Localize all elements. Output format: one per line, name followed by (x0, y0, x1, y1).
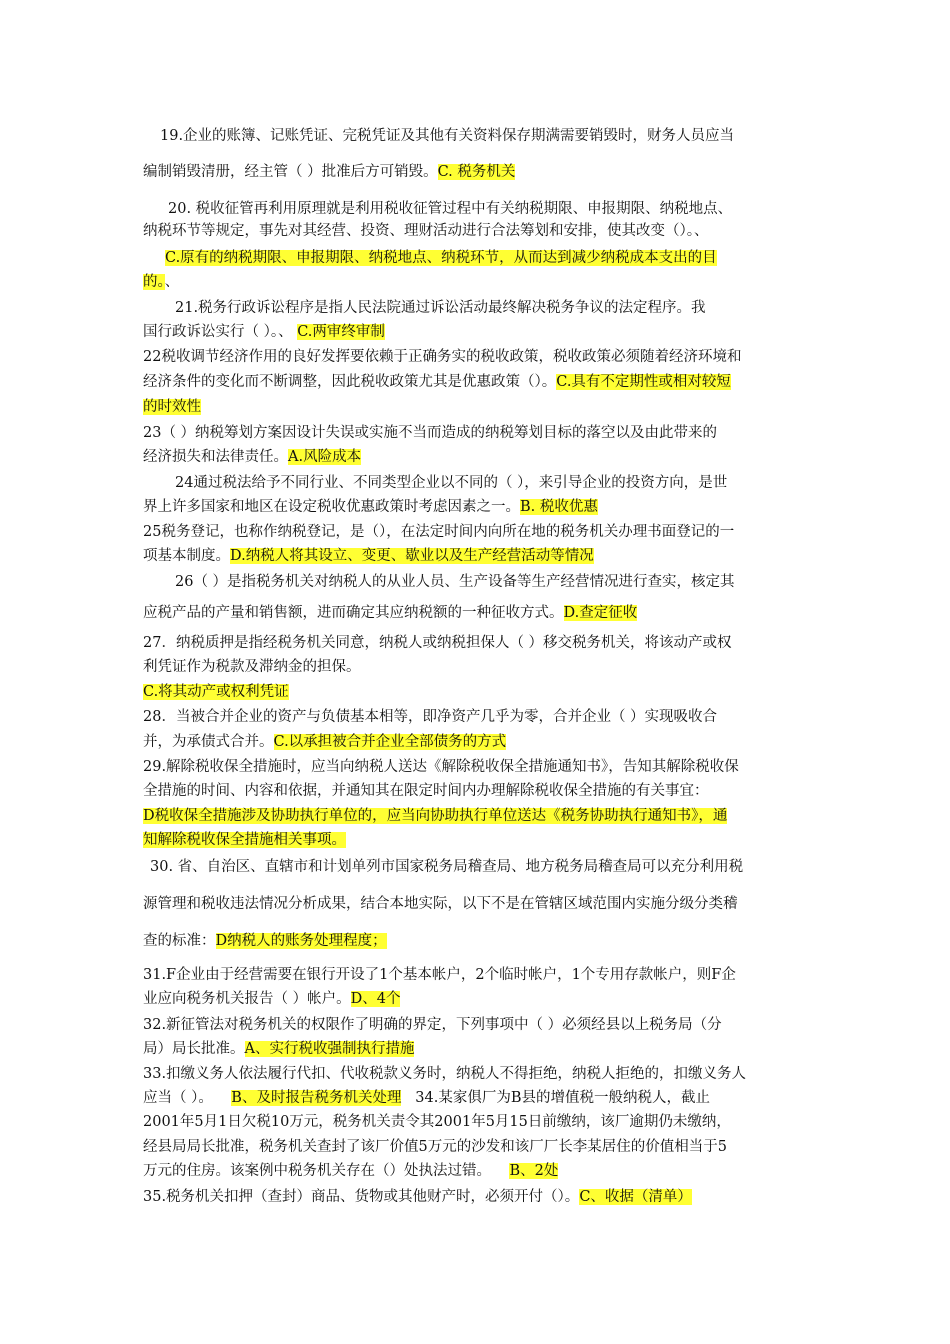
answer-29-line-2: 知解除税收保全措施相关事项。 (143, 832, 346, 848)
answer-26: D.查定征收 (563, 605, 638, 621)
question-28-line-1: 28．当被合并企业的资产与负债基本相等，即净资产几乎为零，合并企业（ ）实现吸收合 (143, 709, 718, 725)
answer-21: C.两审终审制 (297, 324, 385, 340)
answer-30: D纳税人的账务处理程度； (215, 933, 387, 949)
question-35-line-1: 35.税务机关扣押（查封）商品、货物或其他财产时，必须开付（）。C、收据（清单） (143, 1189, 692, 1205)
question-34-line-3: 经县局局长批准，税务机关查封了该厂价值5万元的沙发和该厂厂长李某居住的价值相当于5 (143, 1139, 727, 1155)
question-28-line-2: 并，为承债式合并。C.以承担被合并企业全部债务的方式 (143, 734, 507, 750)
question-33-line-2: 应当（ ）。 B、及时报告税务机关处理 34.某家俱厂为B县的增值税一般纳税人，截止 (143, 1090, 710, 1106)
question-24-line-2: 界上许多国家和地区在设定税收优惠政策时考虑因素之一。B. 税收优惠 (143, 499, 598, 515)
question-19-line-2: 编制销毁清册，经主管（ ）批准后方可销毁。C. 税务机关 (143, 164, 516, 180)
question-21-line-2: 国行政诉讼实行（ ）。、 C.两审终审制 (143, 324, 385, 340)
question-21-line-1: 21.税务行政诉讼程序是指人民法院通过诉讼活动最终解决税务争议的法定程序。我 (175, 300, 706, 316)
question-30-line-1: 30. 省、自治区、直辖市和计划单列市国家税务局稽查局、地方税务局稽查局可以充分利用税 (150, 859, 744, 875)
question-20-line-2: 纳税环节等规定，事先对其经营、投资、理财活动进行合法筹划和安排，使其改变（）。、 (143, 223, 709, 239)
question-20-line-1: 20. 税收征管再利用原理就是利用税收征管过程中有关纳税期限、申报期限、纳税地点、 (168, 201, 733, 217)
question-27-line-2: 利凭证作为税款及滞纳金的担保。 (143, 659, 361, 675)
question-24-line-1: 24通过税法给予不同行业、不同类型企业以不同的（ ），来引导企业的投资方向，是世 (175, 475, 728, 491)
answer-29-line-1: D税收保全措施涉及协助执行单位的，应当向协助执行单位送达《税务协助执行通知书》，通 (143, 808, 728, 824)
question-26-line-1: 26（ ）是指税务机关对纳税人的从业人员、生产设备等生产经营情况进行查实，核定其 (175, 574, 735, 590)
question-34-line-4: 万元的住房。该案例中税务机关存在（）处执法过错。 B、2处 (143, 1163, 559, 1179)
question-22-line-2: 经济条件的变化而不断调整，因此税收政策尤其是优惠政策（）。C.具有不定期性或相对较短 (143, 374, 731, 390)
answer-25: D.纳税人将其设立、变更、歇业以及生产经营活动等情况 (230, 548, 594, 564)
answer-33: B、及时报告税务机关处理 (231, 1090, 402, 1106)
answer-27: C.将其动产或权利凭证 (143, 684, 289, 700)
answer-22-line-2: 的时效性 (143, 399, 201, 415)
answer-31: D、4个 (350, 991, 401, 1007)
question-29-line-1: 29.解除税收保全措施时，应当向纳税人送达《解除税收保全措施通知书》，告知其解除税收保 (143, 759, 739, 775)
question-26-line-2: 应税产品的产量和销售额，进而确定其应纳税额的一种征收方式。D.查定征收 (143, 605, 638, 621)
question-33-line-1: 33.扣缴义务人依法履行代扣、代收税款义务时，纳税人不得拒绝，纳税人拒绝的，扣缴义务人 (143, 1066, 747, 1082)
answer-32: A、实行税收强制执行措施 (244, 1041, 415, 1057)
question-31-line-1: 31.F企业由于经营需要在银行开设了1个基本帐户，2个临时帐户，1个专用存款帐户，则F企 (143, 967, 736, 983)
question-30-line-2: 源管理和税收违法情况分析成果，结合本地实际，以下不是在管辖区域范围内实施分级分类稽 (143, 896, 738, 912)
answer-34: B、2处 (509, 1163, 559, 1179)
answer-35: C、收据（清单） (579, 1189, 692, 1205)
question-32-line-1: 32.新征管法对税务机关的权限作了明确的界定，下列事项中（ ）必须经县以上税务局（分 (143, 1017, 722, 1033)
question-29-line-2: 全措施的时间、内容和依据，并通知其在限定时间内办理解除税收保全措施的有关事宜： (143, 783, 709, 799)
question-23-line-1: 23（ ）纳税筹划方案因设计失误或实施不当而造成的纳税筹划目标的落空以及由此带来的 (143, 425, 718, 441)
question-34-line-2: 2001年5月1日欠税10万元，税务机关责令其2001年5月15日前缴纳，该厂逾期仍未缴纳， (143, 1114, 731, 1130)
answer-28: C.以承担被合并企业全部债务的方式 (273, 734, 507, 750)
answer-23: A.风险成本 (288, 449, 362, 465)
question-30-line-3: 查的标准：D纳税人的账务处理程度； (143, 933, 387, 949)
answer-20-line-1: C.原有的纳税期限、申报期限、纳税地点、纳税环节，从而达到减少纳税成本支出的目 (165, 250, 717, 266)
question-25-line-1: 25税务登记，也称作纳税登记，是（），在法定时间内向所在地的税务机关办理书面登记的一 (143, 524, 735, 540)
answer-20-line-2: 的。、 (143, 274, 180, 290)
answer-19: C. 税务机关 (437, 164, 516, 180)
question-32-line-2: 局）局长批准。A、实行税收强制执行措施 (143, 1041, 415, 1057)
question-25-line-2: 项基本制度。D.纳税人将其设立、变更、歇业以及生产经营活动等情况 (143, 548, 594, 564)
question-27-line-1: 27．纳税质押是指经税务机关同意，纳税人或纳税担保人（ ）移交税务机关，将该动产或权 (143, 635, 732, 651)
question-31-line-2: 业应向税务机关报告（ ）帐户。D、4个 (143, 991, 401, 1007)
question-23-line-2: 经济损失和法律责任。A.风险成本 (143, 449, 362, 465)
question-22-line-1: 22税收调节经济作用的良好发挥要依赖于正确务实的税收政策，税收政策必须随着经济环境和 (143, 349, 742, 365)
question-19-line-1: 19.企业的账簿、记账凭证、完税凭证及其他有关资料保存期满需要销毁时，财务人员应当 (160, 128, 735, 144)
question-34-line-1: 34.某家俱厂为B县的增值税一般纳税人，截止 (415, 1090, 710, 1106)
answer-24: B. 税收优惠 (520, 499, 598, 515)
